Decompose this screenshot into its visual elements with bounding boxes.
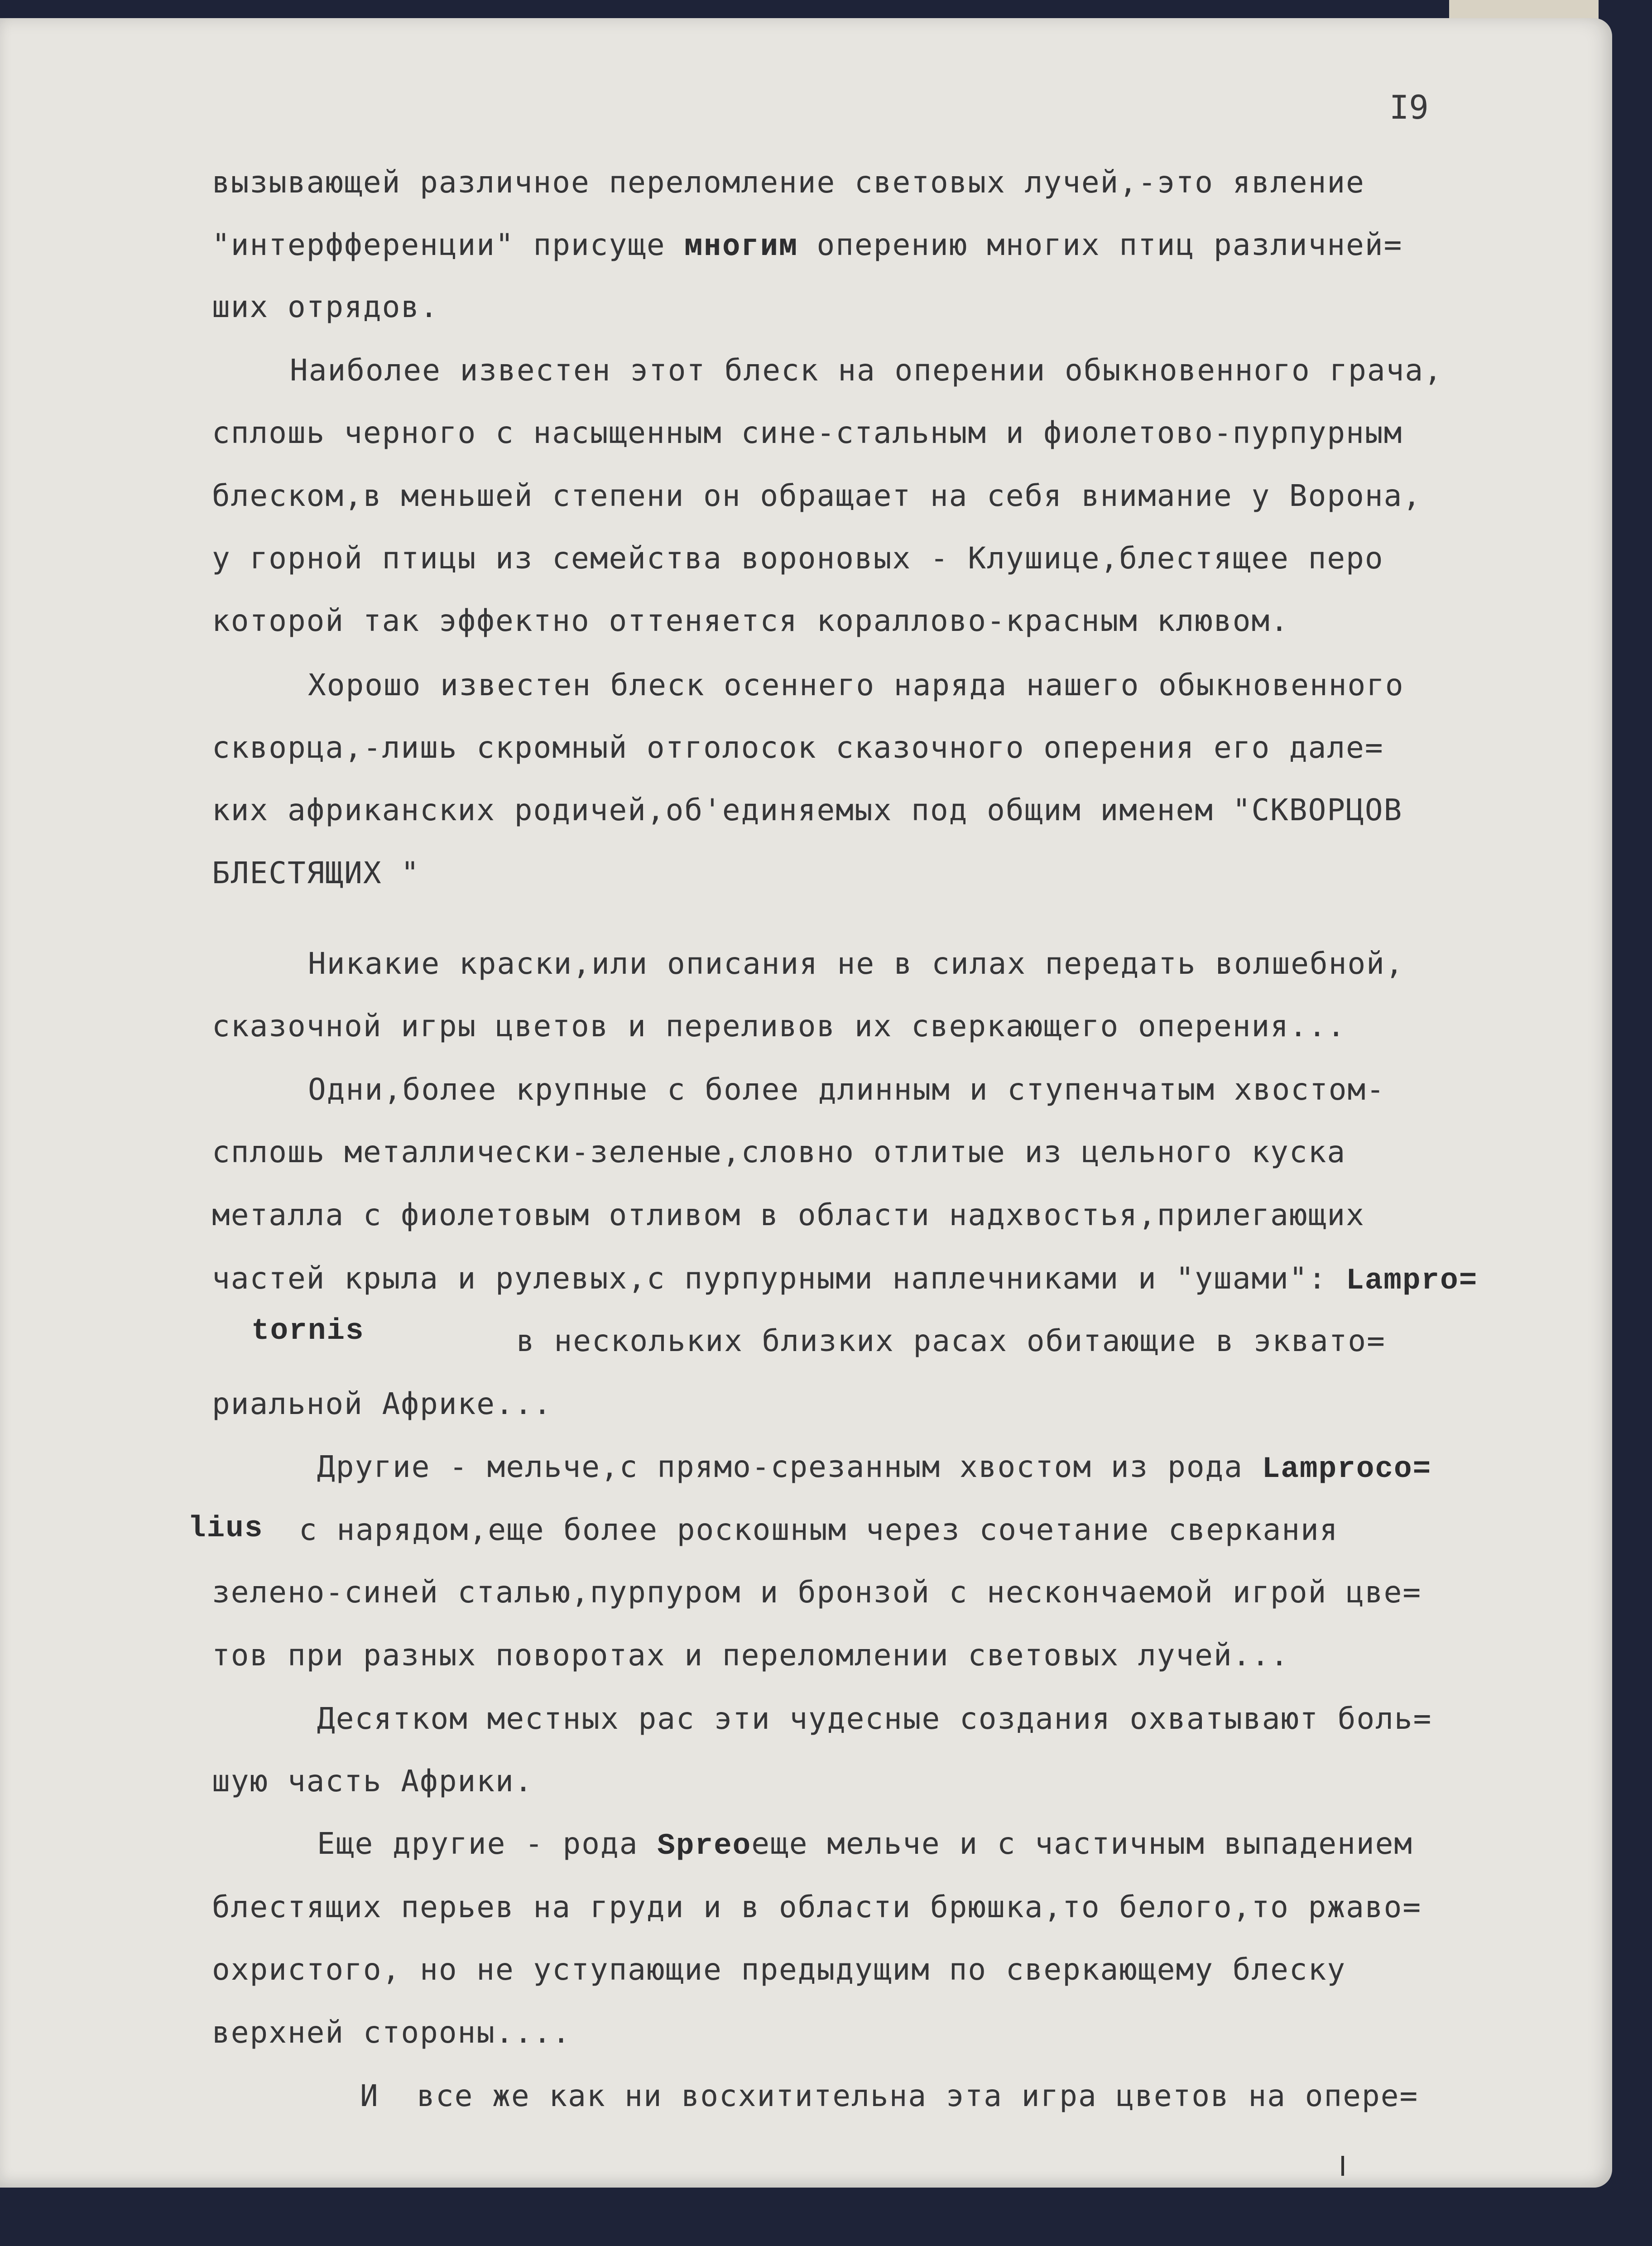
text-line: скворца,-лишь скромный отголосок сказочного оперения его дале= xyxy=(212,730,1384,765)
text-line: Наиболее известен этот блеск на оперении обыкновенного грача, xyxy=(290,353,1443,388)
text-line: металла с фиолетовым отливом в области надхвостья,прилегающих xyxy=(212,1198,1365,1232)
text-line xyxy=(212,1261,1478,1298)
text-line: сплошь металлически-зеленые,словно отлитые из цельного куска xyxy=(212,1135,1346,1169)
latin-genus-name: lius xyxy=(188,1511,264,1545)
text-line: шую часть Африки. xyxy=(212,1764,533,1799)
text-line: верхней стороны.... xyxy=(212,2015,571,2050)
text-line: ких африканских родичей,об'единяемых под общим именем "СКВОРЦОВ xyxy=(212,793,1403,827)
text-line: вызывающей различное переломление световых лучей,-это явление xyxy=(212,165,1365,200)
text-line xyxy=(212,227,1403,262)
text-fragment: частей крыла и рулевых,с пурпурными наплечниками и "ушами": xyxy=(212,1261,1346,1296)
text-line: Десятком местных рас эти чудесные создания охватывают боль= xyxy=(317,1701,1432,1736)
text-line: риальной Африке... xyxy=(212,1386,552,1421)
pencil-mark xyxy=(1341,2156,1344,2176)
text-line: зелено-синей сталью,пурпуром и бронзой с нескончаемой игрой цве= xyxy=(212,1575,1422,1610)
text-line: которой так эффектно оттеняется кораллово-красным клювом. xyxy=(212,603,1289,638)
text-line: Никакие краски,или описания не в силах передать волшебной, xyxy=(308,946,1404,981)
typewritten-page xyxy=(0,18,1612,2188)
text-line: тов при разных поворотах и переломлении световых лучей... xyxy=(212,1638,1289,1673)
text-line: И все же как ни восхитительна эта игра цветов на опере= xyxy=(360,2078,1419,2113)
text-line: блестящих перьев на груди и в области брюшка,то белого,то ржаво= xyxy=(212,1890,1422,1924)
text-line: у горной птицы из семейства вороновых - Клушице,блестящее перо xyxy=(212,541,1384,576)
text-line: блеском,в меньшей степени он обращает на себя внимание у Ворона, xyxy=(212,478,1422,513)
text-line: ших отрядов. xyxy=(212,289,439,324)
struck-word: многим xyxy=(684,227,798,262)
text-line: сказочной игры цветов и переливов их сверкающего оперения... xyxy=(212,1009,1346,1044)
page-number: I9 xyxy=(1389,88,1429,126)
text-line: БЛЕСТЯЩИХ " xyxy=(212,856,420,890)
latin-genus-name: Spreo xyxy=(657,1829,752,1863)
latin-genus-name: tornis xyxy=(251,1314,365,1348)
text-fragment: еще мельче и с частичным выпадением xyxy=(751,1826,1413,1861)
text-fragment: Другие - мельче,с прямо-срезанным хвостом из рода xyxy=(317,1449,1262,1484)
text-line: охристого, но не уступающие предыдущим по сверкающему блеску xyxy=(212,1952,1346,1987)
text-fragment: оперению многих птиц различней= xyxy=(797,227,1403,262)
text-line xyxy=(317,1449,1432,1486)
latin-genus-name: Lamproco= xyxy=(1262,1452,1432,1486)
text-fragment: Еще другие - рода xyxy=(317,1826,658,1861)
text-line: Хорошо известен блеск осеннего наряда нашего обыкновенного xyxy=(308,668,1404,702)
text-fragment: "интерфференции" присуще xyxy=(212,227,685,262)
text-line: Одни,более крупные с более длинным и ступенчатым хвостом- xyxy=(308,1072,1385,1107)
latin-genus-name: Lampro= xyxy=(1346,1264,1478,1298)
text-line: с нарядом,еще более роскошным через сочетание сверкания xyxy=(299,1512,1339,1547)
text-line: сплошь черного с насыщенным сине-стальным и фиолетово-пурпурным xyxy=(212,415,1403,450)
text-line xyxy=(317,1826,1413,1863)
text-line: в нескольких близких расах обитающие в эквато= xyxy=(516,1323,1386,1358)
